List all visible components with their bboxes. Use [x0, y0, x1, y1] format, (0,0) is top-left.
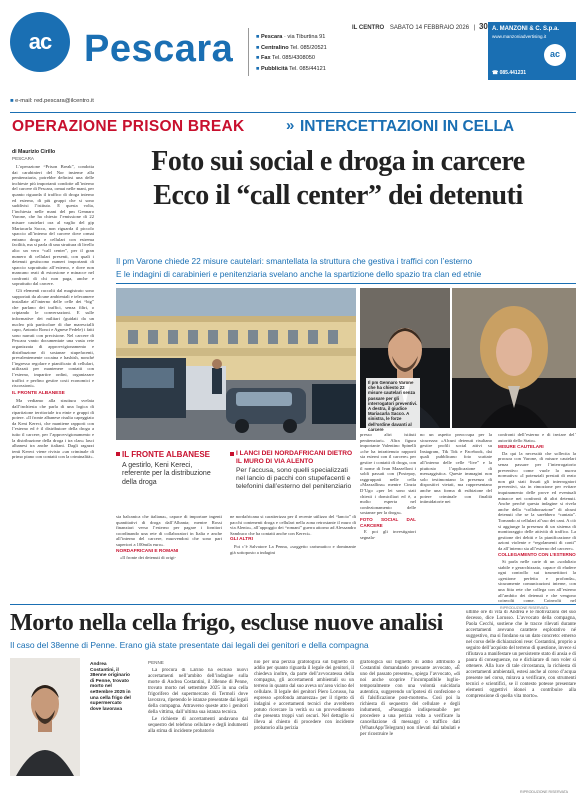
- paragraph: E poi gli investigatori segnala-: [360, 529, 416, 540]
- paragraph: Da qui la necessità che sollecita la procura con Varone, di misure cautelari senza passare per l’interrogatorio preventivo come vuole la nuova normativa: «I potenziali prestati di reato non già stati fissati gli interrogatori preventivi, sia in rimozione per evitare inquinamento delle prove ed eventuali minacce nei confronti di altri detenuti. Anche perché questa indagine si rivela anche della “collaborazione” di alcuni detenuti che se la sarebbero “cantata”. Tornando ai cellulari al’uso dei cani. A ciò si aggiunge la presenza di un sistema di monitoraggio delle attività di traffico. La gestione dei debiti e la pianificazione di azioni violente e “regolamenti di conti” da all’interno sia all’esterno del carcere».: [498, 450, 576, 551]
- article-1-col-2: [116, 514, 222, 604]
- box-marker-icon: [116, 452, 120, 456]
- standfirst-1: Il pm Varone chiede 22 misure cautelari: smantellata la struttura che gestiva i traffici con l’esterno: [116, 256, 473, 266]
- article-1-col-6: [498, 432, 576, 604]
- photo-credit: RIPRODUZIONE RISERVATA: [500, 606, 549, 610]
- article-2-col-3: [360, 660, 460, 796]
- ad-logo-icon: ac: [544, 44, 566, 66]
- box-title: I LANCI DEI NORDAFRICANI DIETRO IL MURO DI VIA ALENTO: [236, 450, 353, 465]
- contact-fax: ■ Fax Tel. 085/4308050: [256, 55, 315, 61]
- paragraph: sia balcanica che italiana», capace di importare ingenti quantitativi di droga dall’Albania; mentre Rossi finanziari verso l’esterno per pagare i fornitori coordinando una rete di collaboratori in Italia e anche all’interno del carcere, muovendosi che sono pari superiori a 100mila euro».: [116, 514, 222, 547]
- paragraph: confronti dell’esterno e di inviare del’ autorità dello Stato».: [498, 432, 576, 443]
- subhead: FOTO SOCIAL DAL CARCERE: [360, 516, 416, 528]
- ad-box: [488, 22, 576, 80]
- victim-caption: Andrea Costantini, il 38enne originario di Penne, trovato morto nel settembre 2025 in una cella frigo del supermercato dove lavorava: [90, 662, 131, 712]
- victim-photo-illustration: [10, 658, 80, 776]
- contact-centralino: ■ Centralino Tel. 085/20521: [256, 44, 327, 51]
- subhead: NORDAFRICANI E ROMANI: [116, 548, 179, 554]
- prison-photo-illustration: [116, 288, 356, 440]
- headline-1: Foto sui social e droga in carcere: [151, 146, 525, 177]
- ad-phone: ☎ 085.441231: [492, 70, 527, 76]
- ad-company: A. MANZONI & C. S.p.a.: [492, 26, 560, 32]
- article-1-col-3: [230, 514, 356, 604]
- paragraph: Le richieste di accertamenti andavano dal sequestro del telefono cellulare e degli indumenti alla stima di incidente probatorio: [148, 717, 248, 734]
- paragraph: ne nordafricana si caratterizza per il recente utilizzo del “lancio” di pacchi contenenti droga e cellulari nella zona retrostante il muro di via Alento», all’appoggio dei “romani” guerra attorno ad Alessandro Sambuco che ha contatti anche con Kereci».: [230, 514, 356, 536]
- article-1-col-5: [420, 432, 492, 604]
- masthead: [0, 0, 580, 104]
- paragraph: grafologica sul biglietto di addio attribuito a Costantini domandando pressante avvocato, «È uno del passato presente», spiega l’avvocato, «di noi anche scoprire l’incompatibile luglio-temporalmente con una volontà suicidaria autentica, suggerendo un’ipotesi di confezione o di falsificazione post-mortem». Così poi la richiesta di sequestro del cellulare e degli indumenti, «Passaggio indispensabile per procedere a una perizia volta a verificare la cancellazione di messaggi o traffico dati (WhatsApp/Telegram) non rilevati dai tabulati e per ricostruire le: [360, 660, 460, 737]
- box-marker-icon: [230, 452, 234, 456]
- article-2-col-1: [148, 668, 248, 796]
- paragraph: La procura di Larino ha escluso nuovi accertamenti nell’ambito dell’indagine sulla morte di Andrea Costantini, il 38enne di Penne, trovato morto nel settembre 2025 in una cella frigorifero del supermercato di Termoli dove lavorava, ripetendo le istanze presentate dai legali della compagna. Attraverso queste atto i genitori della vittima, dall’ultima sua istanza tecnica.: [148, 668, 248, 715]
- email-line: ■ e-mail: red.pescara@ilcentro.it: [10, 98, 94, 104]
- contact-pescara: ■ Pescara · via Tiburtina 91: [256, 34, 326, 40]
- article-2-credit: RIPRODUZIONE RISERVATA: [520, 790, 569, 794]
- article-1: [0, 140, 580, 610]
- standfirst-2: E le indagini di carabinieri e penitenziaria svelano anche la spartizione dello spazio tra clan ed etnie: [116, 269, 482, 279]
- article-2-col-4: [466, 610, 576, 788]
- paragraph: Gli elementi raccolti dal magistrato sono supportati da alcune ambientali e telecamere installate all’interno delle celle dei “big” che parlano dei traffici, senza filtri, o criptando le conversazioni. E sulle informative dei militari (guidati da un nucleo più particolare di due marescialli capo, Antonio Ronci e Agnese Fedele) i fatti sono narrati con precisione. Nel carcere di Pescara vanto documentate una vasta rete organizzata di approvvigionamento e distribuzione di sostanze stupefacenti, prevalentemente cocaina e hashish, nonché l’ingresso regolare e pianificato di cellulari, utilizzati per mantenere contatti con l’esterno, impartire ordini, organizzare traffici e perfino gestire costi economici e riscossioni».: [12, 288, 94, 389]
- byline: di Maurizio Cirillo: [12, 149, 56, 155]
- kicker-blue: INTERCETTAZIONI IN CELLA: [300, 118, 515, 135]
- paragraph: Ma vediamo alla struttura svelata dall’inchiesta che parla di una logica di ripartizione territoriale tra etnie e gruppi di potere. «Il fronte albanese risulta capeggiato da Keni Kereci, che mantiene rapporti con l’esterno ed è il distributore della droga a tutto il carcere, per l’approvvigionamento e la distribuzione della droga i tra clan» lasci albanesi tra anche italiani. Dagli ragazzi tenti Kereci viene rivisto «un criminale di primo piano con contatti con la criminalità».: [12, 398, 94, 460]
- paper-name: IL CENTRO: [352, 25, 385, 31]
- article-2-rule: [10, 604, 576, 605]
- paragraph: presso altri istituti penitenziari». Altra figura importante Valentino Spinelli «che ha intrattenuto rapporti sia esterni con il carcere» per gestire i contatti di droga, con il nome di Ivan Mazzelloni i soldi passati con (Postepay, raggruppati nelle cella «Mazzallina» mentre Cinzia D’Ugo «per lei sono stati chiesti i domiciliari ed è, a molto esperta nel confezionamento delle sostanze per la droga».: [360, 432, 416, 516]
- kicker-red: OPERAZIONE PRISON BREAK: [12, 118, 245, 135]
- info-box-nordafricani: [230, 450, 356, 512]
- box-text: Per l’accusa, sono quelli specializzati nel lancio di pacchi con stupefacenti e telefonini dall’esterno del penitenziario: [236, 467, 352, 491]
- judge-portrait: [452, 288, 576, 428]
- page-title: Pescara: [84, 28, 234, 70]
- subhead: IL FRONTE ALBANESE: [12, 390, 65, 396]
- prison-photo: [116, 288, 356, 440]
- info-box-albanese: [116, 450, 224, 512]
- box-text: A gestirlo, Keni Kereci, referente per la distribuzione della droga: [122, 462, 211, 486]
- article-2: [0, 610, 580, 798]
- headline-2: Ecco il “call center” dei detenuti: [153, 180, 523, 211]
- dateline: PESCARA: [12, 156, 34, 161]
- kicker-arrow-icon: »: [286, 117, 295, 134]
- article-2-headline: Morto nella cella frigo, escluse nuove analisi: [10, 610, 443, 636]
- standfirst-rule: [116, 283, 576, 284]
- kicker-bar: [0, 110, 580, 140]
- contact-list: [256, 32, 327, 74]
- page-number: 30: [478, 22, 488, 31]
- paragraph: «Il fronte dei detenuti di origi-: [120, 555, 177, 561]
- box-title: IL FRONTE ALBANESE: [122, 450, 211, 459]
- kicker-rule-top: [10, 112, 576, 113]
- ad-site: www.manzoniadvertising.it: [492, 34, 547, 39]
- subhead: MISURE CAUTELARI: [498, 444, 544, 450]
- newspaper-logo: ac: [10, 12, 70, 72]
- victim-photo: [10, 658, 80, 776]
- masthead-divider: [248, 28, 249, 76]
- paragraph: no un aspetto preoccupa per la sicurezza: «Alcuni detenuti risultano gestire profili social attivi su Instagram, Tik Tok e Facebook, dai quali pubblicano foto scattate all’interno delle celle “live” e la piuttosto l’applicazione di messaggistica. Queste immagini non solo testimoniano la presenza di dispositivi vietati, ma rappresentano anche una forma di esibizione del potere criminale con finalità intimidatorie nei: [420, 432, 492, 505]
- paragraph: nio per una perizia grafologica sul biglietto di addio per quanto riguarda il legale dei genitori, il chiedeva inoltre, da parte dell’avvocatessa della compagna, gli accertamenti ambientali su un terreno in quanto dal suo aveva un’area vicino del cellulare. Il legale dei genitori Piero Lorusso, ha espresso «profonda amarezza» per il rigetto di indagini e accertamenti tecnici che avrebbero potuto ricercare la verità su un provvedimento che presenta troppi vari oscuri. Nel dettaglio si illeva ai chiesto di procedere con incidente probatorio alla perizia: [254, 660, 354, 731]
- article-2-col-2: [254, 660, 354, 796]
- subhead: GLI ALTRI: [230, 537, 253, 543]
- paragraph: Si parla nelle carte di un «sodalizio stabile e gerarchizzato, capace di eludere ogni controllo sui trasmettitori la «gestione perfetta e profonda», sicuramente comunicazioni interne, con una fitta rete che collega con all’esterno all’ambito dei detenuti e che vengono coinvolti come. Coinvolti nel: [498, 559, 576, 604]
- subhead: COLLEGAMENTO CON L’ESTERNO: [498, 552, 576, 558]
- paragraph: Poi c’è Salvatore La Penna, «soggetto carismatico e dominante già sottoposto a indagini: [230, 543, 356, 555]
- paragraph: L’operazione “Prison Break”, condotta dai carabinieri del Nor insieme alla penitenziaria, potrebbe definirsi una delle inchieste più importanti condotte all’interno del carcere di Pescara, ormai nelle mani, per quanto riguarda il traffico di droga interno ed esterno, di più gruppi che si sono suddivisi l’istituto. E questa volta, l’inchiesta nelle mani del pm Gennaro Varone, che ha chiesto l’emissione di 22 misure cautelari ora al vaglio del gip Mariacarla Sacco, non riguarda il piccolo spaccio all’interno del carcere dove ormai entrano droga e cellulari con estrema facilità, ma si parla di una struttura di livello alto: un vero “call center”, per il gran numero di cellulari presenti, con quali i detenuti gestiscono numeri importanti di spaccio soprattutto all’esterno, e dove non mancano reati di estorsione e minacce nel confronti di chi non paga, anche e soprattutto dal carcere.: [12, 164, 94, 287]
- article-2-standfirst: Il caso del 38enne di Penne. Erano già state presentate dai legali dei genitori e della compagna: [10, 640, 369, 650]
- article-1-col-4b: [360, 432, 416, 604]
- judge-portrait-illustration: [452, 288, 576, 428]
- paragraph: ultime ore di vita di Andrea e le motivazioni del suo decesso, dice Lorusso. L’avvocato della compagna, Paola Cecchi, sostiene che le tracce rilevati durante accertamenti avevano carattere esplorativo né suggestivo, ma si fondano su un dato concreto: emerso nel corso delle dichiarazioni rese: Costantini, proprio a seguito dell’acquisto del terreno di questione, invece si rifiutava a manifestare un persistente stato di ansia e di paura di conseguenze, no e dichiarare di non voler sì ottenere. Alla luce di tale circostanza, la richiesta di accertamenti ambientali, estesi anche al corso d’acqua presente nel corso, mirava a verificare, con strumenti tecnici e scientifici, se il contesto potesse presentare elementi oggettivi idonei a contribuire alla comprensione di quella vita morto».: [466, 610, 576, 699]
- email-icon: ■: [10, 98, 14, 104]
- article-2-dateline: PENNE: [148, 660, 164, 665]
- folio: IL CENTRO SABATO 14 FEBBRAIO 2026 | 30: [352, 22, 488, 31]
- issue-date: SABATO 14 FEBBRAIO 2026: [389, 25, 470, 31]
- article-1-col-1: [12, 164, 94, 520]
- contact-pubblicita: ■ Pubblicità Tel. 085/44121: [256, 65, 326, 72]
- portrait-caption: Il pm Gennaro Varone che ha chiesto 22 misure cautelari senza passare per gli interrogatori preventivi. A destra, il giudice Mariacarla Sacco. A sinistra, le forze dell’ordine davanti al carcere: [366, 378, 420, 434]
